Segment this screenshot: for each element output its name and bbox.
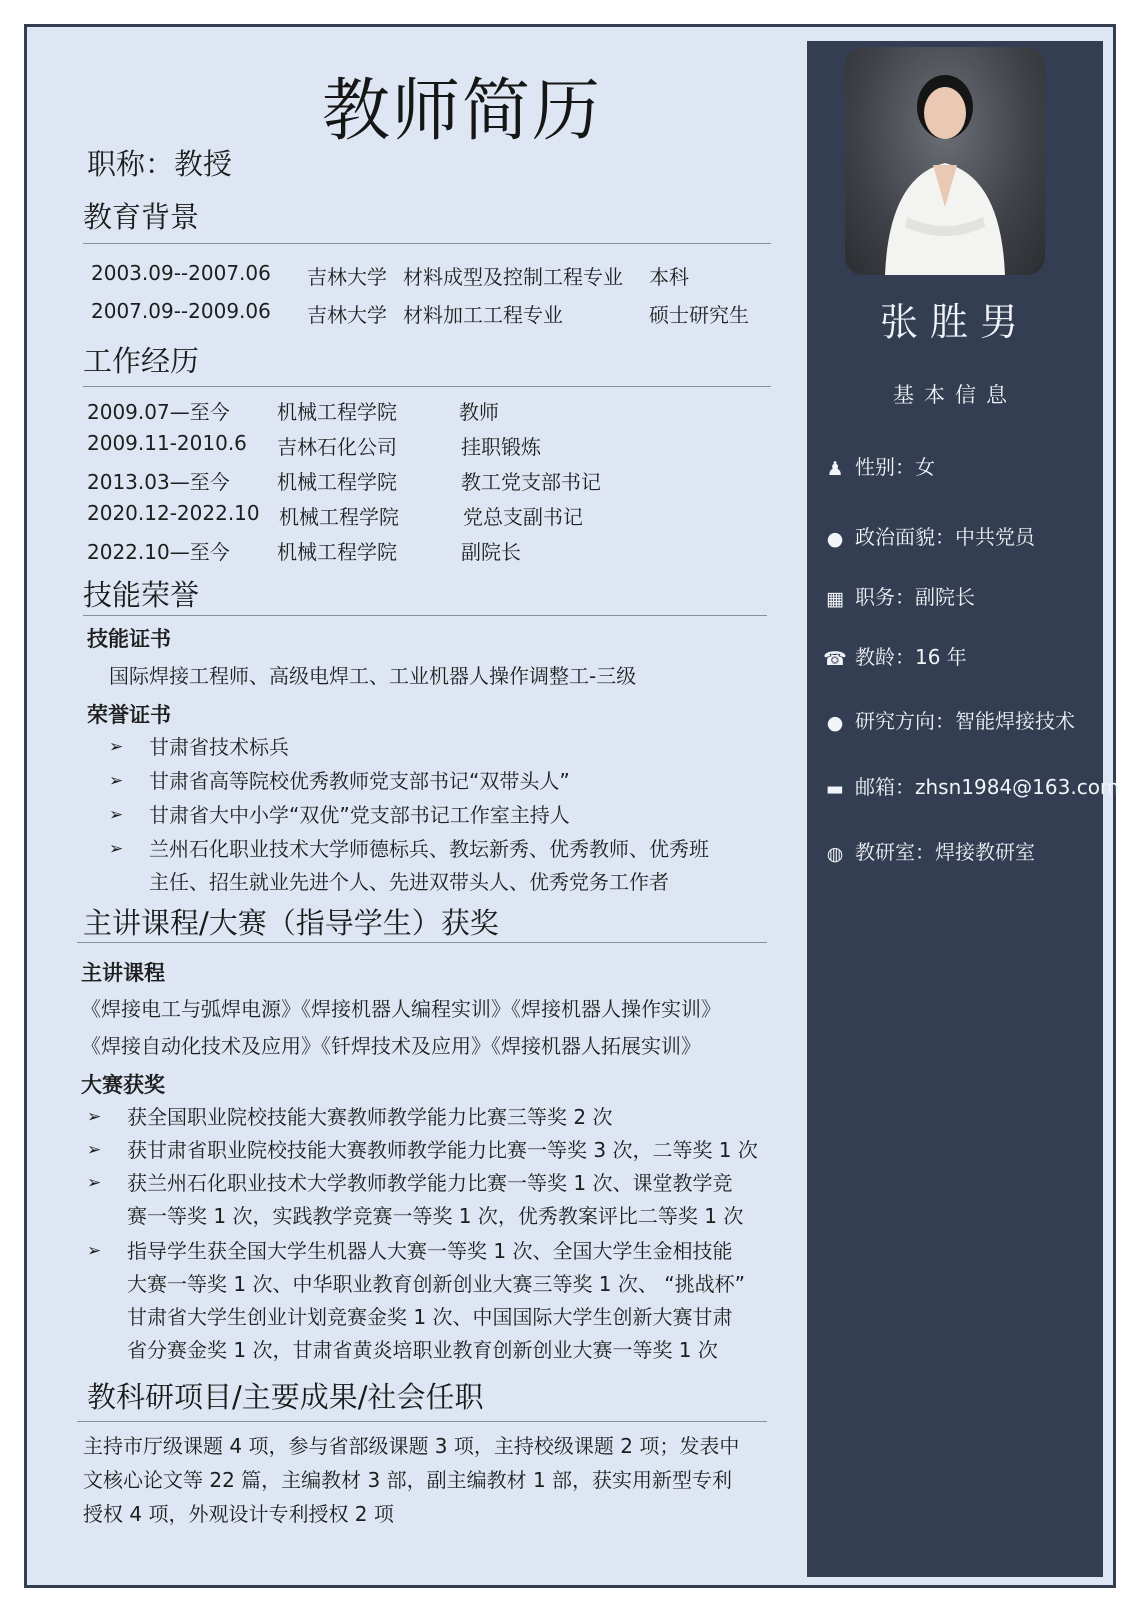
work-period: 2022.10—至今 — [87, 540, 230, 564]
basic-info-heading: 基本信息 — [893, 383, 1017, 407]
info-gender: ♟ 性别：女 — [821, 451, 935, 480]
person-name: 张胜男 — [879, 300, 1030, 344]
skills-heading: 技能荣誉 — [83, 578, 200, 612]
globe-icon: ◍ — [826, 842, 844, 865]
award-item: ➢ 获兰州石化职业技术大学教师教学能力比赛一等奖 1 次、课堂教学竞 赛一等奖 1 次，实践教学竞赛一等奖 1 次，优秀教案评比二等奖 1 次 — [127, 1167, 777, 1233]
info-sidebar — [807, 41, 1120, 1577]
arrow-icon: ➢ — [87, 1140, 102, 1160]
arrow-icon: ➢ — [109, 839, 124, 859]
work-period: 2020.12-2022.10 — [87, 501, 260, 525]
arrow-icon: ➢ — [109, 805, 124, 825]
work-period: 2013.03—至今 — [87, 470, 230, 494]
education-major: 材料加工工程专业 — [403, 303, 563, 327]
info-research-area: ● 研究方向：智能焊接技术 — [821, 705, 1075, 734]
work-org: 机械工程学院 — [277, 540, 397, 564]
honor-item: ➢ 甘肃省大中小学“双优”党支部书记工作室主持人 — [149, 799, 570, 832]
mail-icon: ▬ — [826, 777, 844, 800]
work-org: 机械工程学院 — [277, 470, 397, 494]
work-period: 2009.07—至今 — [87, 400, 230, 424]
academic-rank: 职称：教授 — [87, 147, 233, 181]
work-heading: 工作经历 — [83, 344, 200, 378]
courses-heading: 主讲课程/大赛（指导学生）获奖 — [83, 906, 499, 940]
work-period: 2009.11-2010.6 — [87, 431, 247, 455]
calendar-icon: ▦ — [826, 587, 844, 610]
courses-divider — [77, 942, 767, 943]
work-role: 教工党支部书记 — [461, 470, 601, 494]
work-role: 教师 — [459, 400, 499, 424]
education-major: 材料成型及控制工程专业 — [403, 265, 623, 289]
education-divider — [83, 243, 771, 244]
info-position: ▦ 职务：副院长 — [821, 581, 975, 610]
course-line: 《焊接自动化技术及应用》《钎焊技术及应用》《焊接机器人拓展实训》 — [81, 1034, 701, 1058]
honor-subtitle: 荣誉证书 — [87, 703, 171, 727]
course-line: 《焊接电工与弧焊电源》《焊接机器人编程实训》《焊接机器人操作实训》 — [81, 997, 721, 1021]
work-role: 挂职锻炼 — [461, 435, 541, 459]
honor-item: ➢ 甘肃省技术标兵 — [149, 731, 289, 764]
work-org: 机械工程学院 — [277, 400, 397, 424]
info-teaching-years: ☎ 教龄：16 年 — [821, 641, 967, 670]
education-period: 2007.09--2009.06 — [91, 299, 271, 323]
work-org: 吉林石化公司 — [277, 435, 397, 459]
work-org: 机械工程学院 — [279, 505, 399, 529]
work-divider — [83, 386, 771, 387]
honor-item: ➢ 兰州石化职业技术大学师德标兵、教坛新秀、优秀教师、优秀班 主任、招生就业先进个人、先进双带头人、优秀党务工作者 — [149, 833, 709, 899]
chat-icon: ● — [826, 711, 844, 734]
arrow-icon: ➢ — [109, 737, 124, 757]
info-email: ▬ 邮箱：zhsn1984@163.com — [821, 771, 1119, 800]
course-list — [81, 991, 721, 1065]
cert-text: 国际焊接工程师、高级电焊工、工业机器人操作调整工-三级 — [109, 664, 637, 688]
education-degree: 硕士研究生 — [649, 303, 749, 327]
award-subtitle: 大赛获奖 — [81, 1073, 165, 1097]
education-period: 2003.09--2007.06 — [91, 261, 271, 285]
work-role: 党总支副书记 — [463, 505, 583, 529]
skills-divider — [83, 615, 767, 616]
education-school: 吉林大学 — [307, 265, 387, 289]
education-heading: 教育背景 — [83, 200, 200, 234]
course-subtitle: 主讲课程 — [81, 961, 165, 985]
award-item: ➢ 获全国职业院校技能大赛教师教学能力比赛三等奖 2 次 — [127, 1101, 777, 1134]
person-icon: ♟ — [826, 457, 844, 480]
profile-photo — [845, 47, 1045, 275]
education-school: 吉林大学 — [307, 303, 387, 327]
arrow-icon: ➢ — [87, 1241, 102, 1261]
research-heading: 教科研项目/主要成果/社会任职 — [87, 1380, 484, 1414]
document-title: 教师简历 — [321, 72, 602, 151]
education-degree: 本科 — [649, 265, 689, 289]
cert-subtitle: 技能证书 — [87, 627, 171, 651]
resume-frame — [24, 24, 1120, 1588]
main-column — [27, 27, 807, 1585]
info-department: ◍ 教研室：焊接教研室 — [821, 836, 1035, 865]
portrait-illustration — [845, 47, 1045, 275]
bulb-icon: ● — [826, 527, 844, 550]
award-item: ➢ 指导学生获全国大学生机器人大赛一等奖 1 次、全国大学生金相技能 大赛一等奖 1 次、中华职业教育创新创业大赛三等奖 1 次、 “挑战杯” 甘肃省大学生创业计划竞赛金奖 1 次、中国国际大学生创新大赛甘肃 省分赛金奖 1 次，甘肃省黄炎培职业教育创新创业大赛一等奖 1 次 — [127, 1235, 777, 1367]
honor-item: ➢ 甘肃省高等院校优秀教师党支部书记“双带头人” — [149, 765, 570, 798]
phone-icon: ☎ — [823, 647, 847, 670]
arrow-icon: ➢ — [87, 1107, 102, 1127]
arrow-icon: ➢ — [87, 1173, 102, 1193]
research-text: 主持市厅级课题 4 项，参与省部级课题 3 项，主持校级课题 2 项；发表中 文核心论文等 22 篇，主编教材 3 部，副主编教材 1 部，获实用新型专利 授权 4 项，外观设计专利授权 2 项 — [83, 1434, 740, 1526]
info-political: ● 政治面貌：中共党员 — [821, 521, 1035, 550]
arrow-icon: ➢ — [109, 771, 124, 791]
work-role: 副院长 — [461, 540, 521, 564]
research-divider — [77, 1421, 767, 1422]
award-item: ➢ 获甘肃省职业院校技能大赛教师教学能力比赛一等奖 3 次，二等奖 1 次 — [127, 1134, 777, 1167]
